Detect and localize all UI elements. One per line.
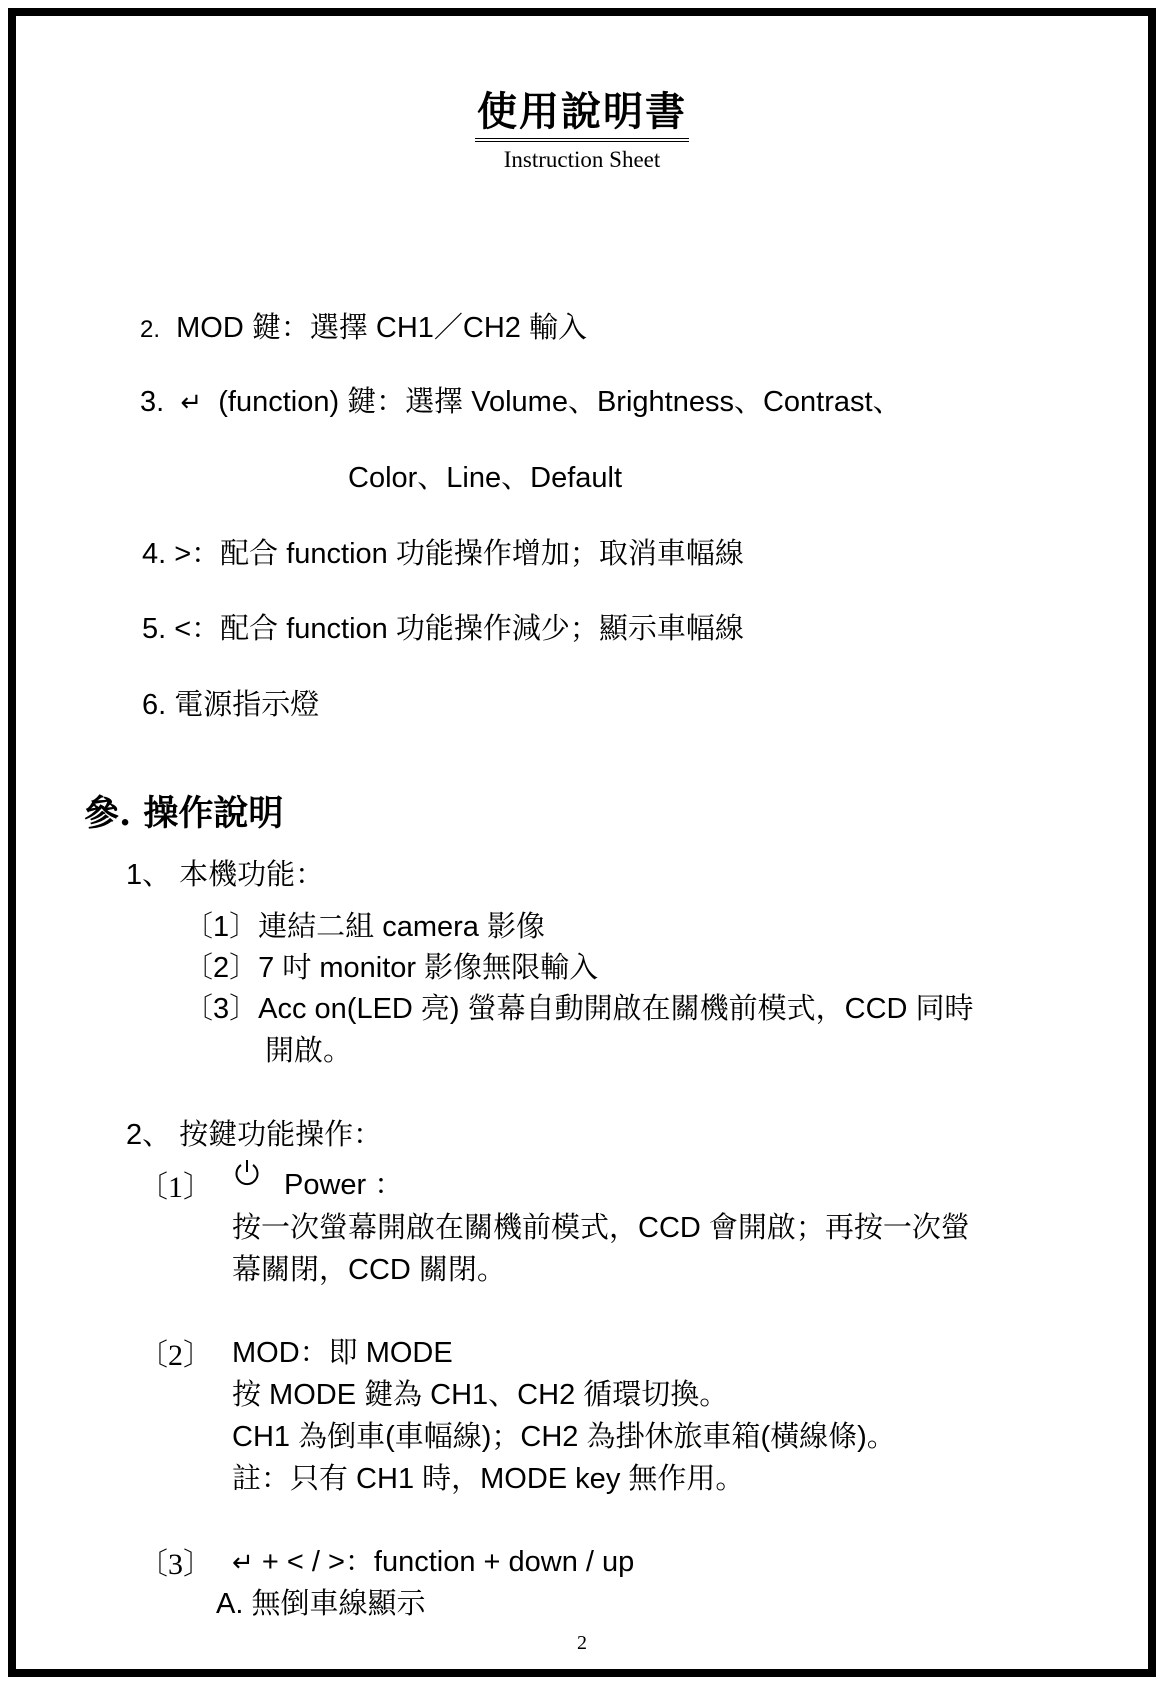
mod-note: 註：只有 CH1 時，MODE key 無作用。 bbox=[232, 1463, 745, 1495]
power-description-continued: 幕關閉，CCD 關閉。 bbox=[232, 1254, 506, 1286]
feature-item bbox=[184, 945, 598, 986]
item-marker: 〔3〕 bbox=[184, 993, 259, 1025]
list-item-function-continued: Color、Line、Default bbox=[348, 462, 623, 494]
list-item-decrease: 5. <：配合 function 功能操作減少；顯示車幅線 bbox=[142, 613, 744, 645]
feature-item bbox=[184, 904, 545, 945]
item-marker: 〔1〕 bbox=[184, 911, 259, 943]
list-item-function bbox=[140, 379, 902, 420]
power-icon bbox=[232, 1157, 262, 1187]
list-number: 3. bbox=[140, 386, 165, 418]
document-subtitle: Instruction Sheet bbox=[503, 147, 661, 172]
function-sub-item: A. 無倒車線顯示 bbox=[216, 1588, 426, 1620]
power-description: 按一次螢幕開啟在關機前模式，CCD 會開啟；再按一次螢 bbox=[232, 1212, 970, 1244]
subsection-heading-features: 1、 本機功能： bbox=[126, 859, 325, 891]
item-marker: 〔2〕 bbox=[138, 1339, 213, 1372]
section-heading: 參. 操作說明 bbox=[84, 793, 284, 834]
item-text: 7 吋 monitor 影像無限輸入 bbox=[258, 952, 599, 984]
document-title: 使用說明書 bbox=[0, 88, 1164, 142]
function-combo bbox=[232, 1539, 634, 1580]
subsection-heading-key-operation: 2、 按鍵功能操作： bbox=[126, 1119, 383, 1151]
list-text: MOD 鍵：選擇 CH1／CH2 輸入 bbox=[176, 312, 587, 344]
item-text: Acc on(LED 亮) 螢幕自動開啟在關機前模式，CCD 同時 bbox=[258, 993, 974, 1025]
power-label: Power ： bbox=[284, 1169, 404, 1201]
list-item-increase: 4. >：配合 function 功能操作增加；取消車幅線 bbox=[142, 538, 744, 570]
item-marker: 〔3〕 bbox=[138, 1548, 213, 1581]
item-text: 連結二組 camera 影像 bbox=[258, 911, 545, 943]
feature-item-continued: 開啟。 bbox=[265, 1035, 353, 1067]
mod-label: MOD：即 MODE bbox=[232, 1337, 453, 1369]
list-item-power-indicator: 6. 電源指示燈 bbox=[142, 689, 320, 721]
enter-icon: ↵ bbox=[232, 1547, 254, 1577]
item-marker: 〔1〕 bbox=[138, 1171, 213, 1204]
mod-channels: CH1 為倒車(車幅線)；CH2 為掛休旅車箱(橫線條)。 bbox=[232, 1421, 896, 1453]
feature-item bbox=[184, 986, 974, 1027]
page-number: 2 bbox=[577, 1632, 587, 1654]
mod-description: 按 MODE 鍵為 CH1、CH2 循環切換。 bbox=[232, 1379, 729, 1411]
list-item-mod bbox=[140, 305, 587, 346]
list-text: (function) 鍵：選擇 Volume、Brightness、Contrast、 bbox=[218, 386, 902, 418]
list-number: 2. bbox=[140, 316, 161, 343]
function-combo-text: + < / >：function + down / up bbox=[253, 1546, 635, 1578]
item-marker: 〔2〕 bbox=[184, 952, 259, 984]
enter-icon: ↵ bbox=[180, 387, 203, 417]
